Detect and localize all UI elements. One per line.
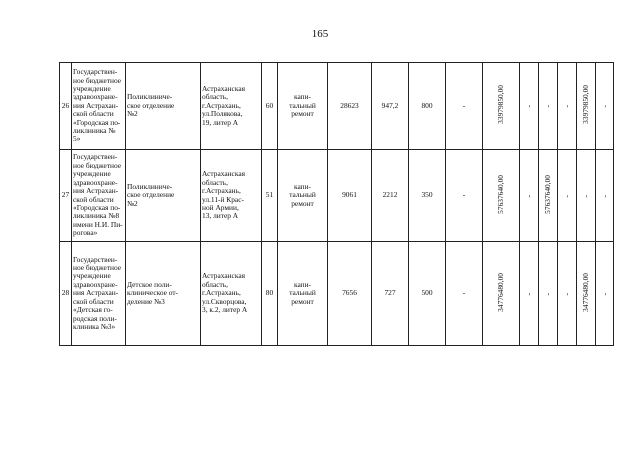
organization-name	[72, 242, 126, 346]
department-name-line: ское отделение	[127, 190, 175, 200]
col-11	[520, 63, 539, 150]
col-15-text: -	[599, 292, 609, 296]
col-14	[577, 150, 596, 242]
organization-name-line: учреждение	[73, 169, 111, 179]
col-13	[558, 242, 577, 346]
work-type-line: тальный	[289, 100, 316, 110]
area-value: 7656	[328, 242, 372, 346]
address-line: г.Астрахань,	[202, 186, 241, 196]
col-15	[596, 150, 614, 242]
address-line: г.Астрахань,	[202, 288, 241, 298]
department-name-line: Поликлиниче-	[127, 181, 173, 191]
organization-name-line: «Городская по-	[73, 202, 121, 212]
total-cost-text: 34776480,00	[496, 272, 505, 312]
organization-name-line: ской области	[73, 296, 114, 306]
address-line: 19, литер А	[202, 117, 239, 127]
organization-name-line: Государствен-	[73, 152, 118, 162]
total-cost	[483, 150, 520, 242]
organization-name-line: учреждение	[73, 83, 111, 93]
address-line: ул.Скворцова,	[202, 296, 247, 306]
department-name-line: ское отделение	[127, 100, 175, 110]
work-type-line: капи-	[293, 181, 312, 191]
col-13	[558, 150, 577, 242]
organization-name-line: ликлиника №8	[73, 211, 120, 221]
organization-name-line: учреждение	[73, 271, 111, 281]
area-value: 9061	[328, 150, 372, 242]
page-number: 165	[311, 28, 329, 40]
address-line: ул.11-й Крас-	[202, 194, 244, 204]
address	[201, 242, 262, 346]
organization-name-line: ния Астрахан-	[73, 186, 119, 196]
col-11-text: -	[524, 194, 533, 198]
col-14	[577, 63, 596, 150]
address-line: область,	[202, 92, 228, 102]
wear-percent: 51	[262, 150, 278, 242]
organization-name-line: ное бюджетное	[73, 263, 122, 273]
volume-1: 2212	[372, 150, 409, 242]
organization-name-line: здравоохране-	[73, 177, 118, 187]
address-line: г.Астрахань,	[202, 100, 241, 110]
work-type-line: капи-	[293, 92, 312, 102]
organization-name-line: «Городская по-	[73, 117, 121, 127]
col-9: -	[446, 242, 483, 346]
volume-2: 800	[409, 63, 446, 150]
organization-name-line: ное бюджетное	[73, 160, 122, 170]
department-name-line: клиническое от-	[127, 288, 179, 298]
wear-percent: 80	[262, 242, 278, 346]
organization-name-line: ской области	[73, 194, 114, 204]
col-14	[577, 242, 596, 346]
work-type	[278, 150, 328, 242]
register-table	[59, 62, 614, 346]
work-type-line: тальный	[289, 190, 316, 200]
col-12-text: -	[543, 292, 552, 296]
address-line: Астраханская	[202, 83, 246, 93]
organization-name-line: ния Астрахан-	[73, 100, 119, 110]
address-line: 3, к.2, литер А	[202, 305, 248, 315]
address	[201, 63, 262, 150]
address-line: ной Армии,	[202, 202, 239, 212]
organization-name-line: Государствен-	[73, 254, 118, 264]
col-15	[596, 63, 614, 150]
row-number: 27	[60, 150, 72, 242]
organization-name-line: Государствен-	[73, 67, 118, 77]
address-line: Астраханская	[202, 169, 246, 179]
volume-1: 947,2	[372, 63, 409, 150]
department-name-line: №2	[127, 198, 138, 208]
organization-name	[72, 150, 126, 242]
work-type-line: капи-	[293, 279, 312, 289]
organization-name-line: ное бюджетное	[73, 75, 122, 85]
work-type-line: ремонт	[291, 198, 314, 208]
col-12-text: -	[543, 105, 552, 108]
work-type	[278, 242, 328, 346]
table-row	[60, 242, 614, 346]
organization-name-line: здравоохране-	[73, 279, 118, 289]
row-number: 26	[60, 63, 72, 150]
total-cost-text: 33979850,00	[496, 85, 505, 125]
col-11-text: -	[524, 292, 533, 296]
col-13-text: -	[562, 105, 571, 108]
department-name	[126, 150, 201, 242]
col-12	[539, 63, 558, 150]
department-name	[126, 63, 201, 150]
total-cost-text: 57637640,00	[496, 174, 505, 214]
department-name	[126, 242, 201, 346]
row-number: 28	[60, 242, 72, 346]
col-11-text: -	[524, 105, 533, 108]
col-14-text: 34776480,00	[581, 272, 590, 312]
work-type-line: ремонт	[291, 109, 314, 119]
col-13-text: -	[562, 292, 571, 296]
col-11	[520, 150, 539, 242]
total-cost	[483, 242, 520, 346]
col-15-text: -	[599, 194, 609, 198]
department-name-line: Детское поли-	[127, 279, 172, 289]
department-name-line: деление №3	[127, 296, 165, 306]
work-type	[278, 63, 328, 150]
col-13-text: -	[562, 194, 571, 198]
volume-2: 500	[409, 242, 446, 346]
col-15	[596, 242, 614, 346]
department-name-line: Поликлиниче-	[127, 92, 173, 102]
area-value: 28623	[328, 63, 372, 150]
organization-name	[72, 63, 126, 150]
table-row	[60, 150, 614, 242]
organization-name-line: «Детская го-	[73, 305, 113, 315]
address	[201, 150, 262, 242]
address-line: 13, литер А	[202, 211, 239, 221]
organization-name-line: 5»	[73, 134, 81, 144]
organization-name-line: ния Астрахан-	[73, 288, 119, 298]
col-9: -	[446, 150, 483, 242]
organization-name-line: ской области	[73, 109, 114, 119]
volume-2: 350	[409, 150, 446, 242]
total-cost	[483, 63, 520, 150]
col-12	[539, 242, 558, 346]
organization-name-line: рогова»	[73, 228, 98, 238]
department-name-line: №2	[127, 109, 138, 119]
col-15-text: -	[599, 105, 609, 108]
organization-name-line: имени Н.И. Пи-	[73, 219, 123, 229]
address-line: ул.Полякова,	[202, 109, 243, 119]
col-12	[539, 150, 558, 242]
address-line: область,	[202, 177, 228, 187]
col-11	[520, 242, 539, 346]
organization-name-line: родская поли-	[73, 313, 117, 323]
address-line: Астраханская	[202, 271, 246, 281]
work-type-line: тальный	[289, 288, 316, 298]
address-line: область,	[202, 279, 228, 289]
table-row	[60, 63, 614, 150]
col-13	[558, 63, 577, 150]
col-14-text: 33979850,00	[581, 85, 590, 125]
col-9: -	[446, 63, 483, 150]
col-12-text: 57637640,00	[543, 174, 552, 214]
organization-name-line: клиника №3»	[73, 321, 116, 331]
organization-name-line: здравоохране-	[73, 92, 118, 102]
col-14-text: -	[581, 194, 590, 198]
volume-1: 727	[372, 242, 409, 346]
organization-name-line: ликлиника №	[73, 126, 116, 136]
wear-percent: 60	[262, 63, 278, 150]
work-type-line: ремонт	[291, 296, 314, 306]
